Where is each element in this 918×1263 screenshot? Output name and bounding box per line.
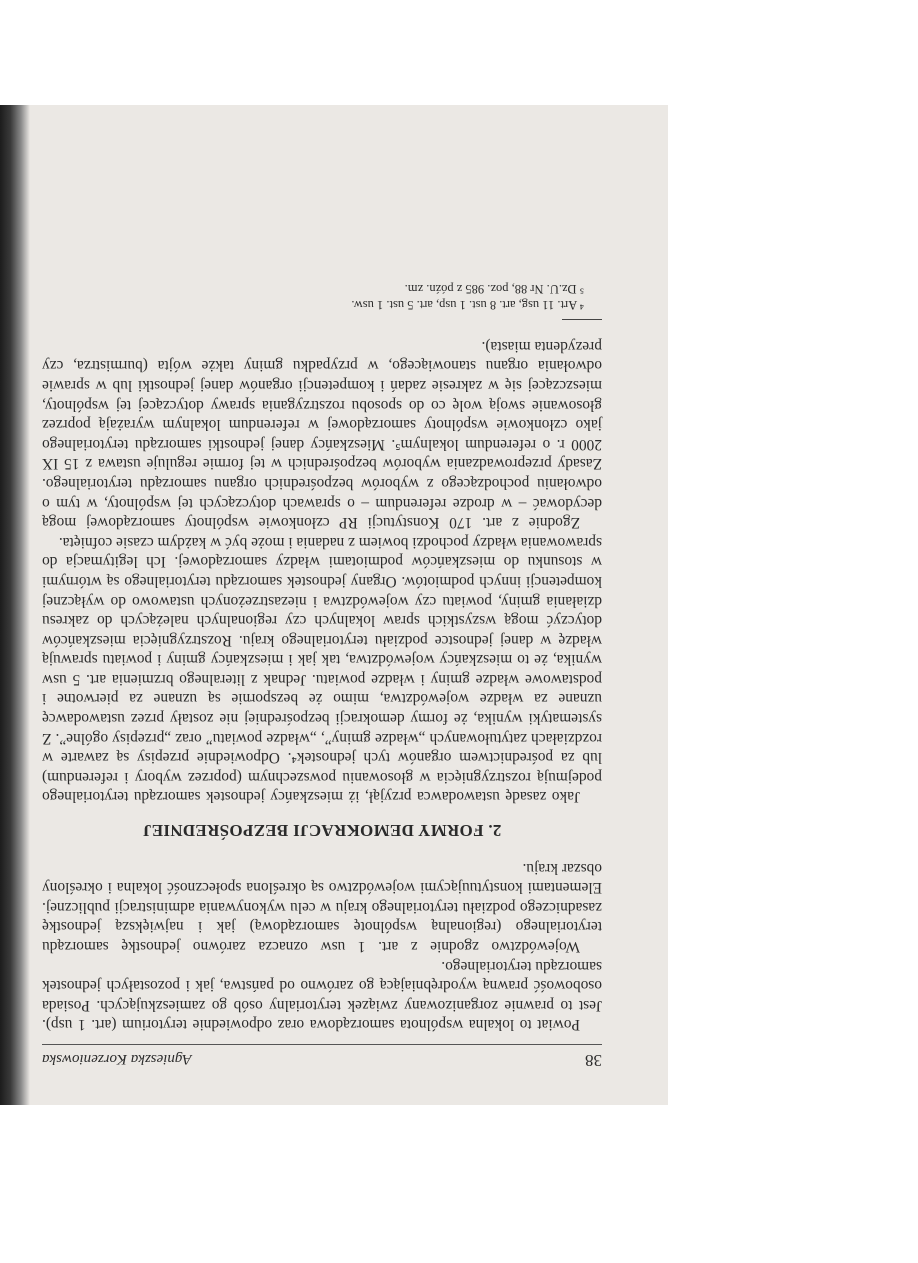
paragraph-wojewodztwo: Województwo zgodnie z art. 1 usw oznacza zarówno jednostkę samorządu terytorialnego (regionalną wspólnotę samorządową) jak i największą jednostkę zasadniczego podziału terytorialnego kraju w celu wykonywania administracji publicznej. Elementami konstytuującymi województwo są określona społeczność lokalna i określony obszar kraju.	[42, 859, 602, 956]
page-content-upside-down	[42, 170, 602, 1070]
page-number: 38	[585, 1051, 602, 1070]
paragraph-zasada: Jako zasadę ustawodawca przyjął, iż mieszkańcy jednostek samorządu terytorialnego podejmują rozstrzygnięcia w głosowaniu powszechnym (poprzez wybory i referendum) lub za pośrednictwem organów tych jednostek⁴. Odpowiednie przepisy są zawarte w rozdziałach zatytułowanych „władze gminy”, „władze powiatu” oraz „przepisy ogólne”. Z systematyki wynika, że formy demokracji bezpośredniej nie zostały przez ustawodawcę uznane za władze województwa, mimo że bezspornie są uznane za pierwotne i podstawowe władze gminy i władze powiatu. Jednak z literalnego brzmienia art. 5 usw wynika, że to mieszkańcy województwa, tak jak i mieszkańcy gminy i powiatu sprawują władzę w danej jednostce podziału terytorialnego kraju. Rozstrzygnięcia mieszkańców dotyczyć mogą wszystkich spraw lokalnych czy regionalnych należących do zakresu działania gminy, powiatu czy województwa i niezastrzeżonych ustawowo do wyłącznej kompetencji innych podmiotów. Organy jednostek samorządu terytorialnego są wtórnymi w stosunku do mieszkańców podmiotami władzy samorządowej. Ich legitymacja do sprawowania władzy pochodzi bowiem z nadania i może być w każdym czasie cofnięta.	[42, 533, 602, 806]
paragraph-powiat: Powiat to lokalna wspólnota samorządowa oraz odpowiednie terytorium (art. 1 usp). Jest to prawnie zorganizowany związek terytorialny osób go zamieszkujących. Posiada osobowość prawną wyodrębniającą go zarówno od państwa, jak i pozostałych jednostek samorządu terytorialnego.	[42, 957, 602, 1034]
running-head	[42, 1044, 602, 1070]
book-spine-shadow	[0, 105, 30, 1105]
section-heading: 2. FORMY DEMOKRACJI BEZPOŚREDNIEJ	[142, 821, 502, 841]
running-head-author: Agnieszka Korzeniowska	[42, 1051, 192, 1067]
footnote-5: ⁵ Dz.U. Nr 88, poz. 985 z późn. zm.	[404, 282, 584, 297]
footnote-4: ⁴ Art. 11 usg, art. 8 ust. 1 usp, art. 5 ust. 1 usw.	[351, 298, 584, 313]
paragraph-konstytucja: Zgodnie z art. 170 Konstytucji RP członkowie wspólnoty samorządowej mogą decydować – w drodze referendum – o sprawach dotyczących tej wspólnoty, w tym o odwołaniu pochodzącego z wyborów bezpośrednich organu samorządu terytorialnego. Zasady przeprowadzania wyborów bezpośrednich w tej formie reguluje ustawa z 15 IX 2000 r. o referendum lokalnym⁵. Mieszkańcy danej jednostki samorządu terytorialnego jako członkowie wspólnoty samorządowej w referendum lokalnym wyrażają poprzez głosowanie swoją wolę co do sposobu rozstrzygania sprawy dotyczącej tej wspólnoty, mieszczącej się w zakresie zadań i kompetencji organów danej jednostki lub w sprawie odwołania organu stanowiącego, w przypadku gminy także wójta (burmistrza, czy prezydenta miasta).	[42, 337, 602, 532]
footnote-divider	[562, 319, 602, 320]
